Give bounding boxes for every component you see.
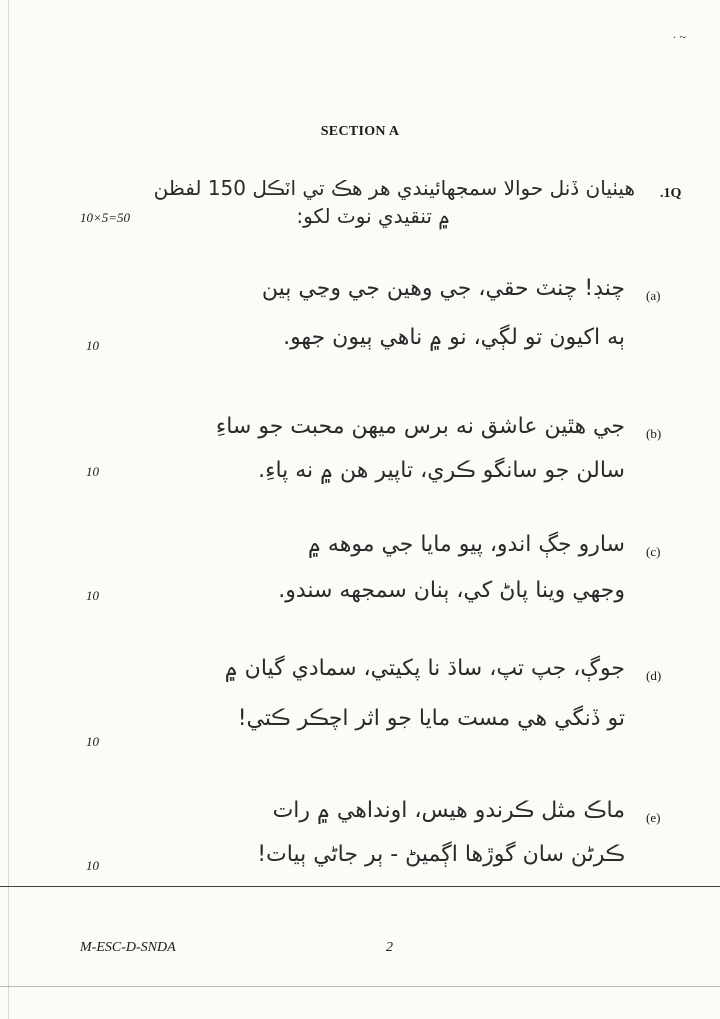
total-marks: 10×5=50: [80, 210, 131, 225]
item-a-line1: چنڊ! چنٽ حقي، جي وهين جي وڃي ٻين: [261, 276, 625, 301]
section-title: SECTION A: [320, 124, 400, 139]
item-c-line2: وجهي وينا پاڻ کي، ٻنان سمجهه سندو.: [278, 578, 625, 603]
item-e-line2: ڪرڻن سان گوڙها اڳميڻ - ٻر جاڻي ٻيات!: [257, 842, 625, 867]
footer-paper-code: M-ESC-D-SNDA: [80, 940, 176, 955]
page-edge-line: [8, 0, 9, 1019]
question-instruction-line2: ۾ تنقيدي نوٽ لکو:: [296, 204, 450, 228]
bottom-divider: [0, 986, 720, 987]
item-c-line1: سارو جڳ اندو، پيو مايا جي موهه ۾: [308, 532, 625, 557]
item-a-mark: 10: [86, 338, 99, 353]
corner-mark: · ~: [672, 30, 686, 44]
question-number: .1Q: [660, 186, 682, 201]
item-label-a: (a): [646, 288, 661, 303]
item-label-c: (c): [646, 544, 661, 559]
item-d-line1: جوڳ، جپ تپ، ساڌ نا پکيتي، سمادي گيان ۾: [224, 656, 625, 681]
item-label-e: (e): [646, 810, 661, 825]
item-label-d: (d): [646, 668, 662, 683]
item-e-line1: ماڪ مثل ڪرندو هيس، اونداهي ۾ رات: [272, 798, 625, 823]
item-b-mark: 10: [86, 464, 99, 479]
item-d-line2: تو ڏنگي هي مست مايا جو اثر اچڪر ڪتي!: [237, 706, 625, 731]
item-e-mark: 10: [86, 858, 99, 873]
item-d-mark: 10: [86, 734, 99, 749]
item-b-line1: جي هٿين عاشق نه برس ميهن محبت جو ساءِ: [215, 414, 625, 439]
item-a-line2: ٻه اکيون تو لڳي، نو ۾ ناهي ٻيون جھو.: [283, 325, 625, 350]
item-b-line2: سالن جو سانگو ڪري، تاپير هن ۾ نه پاءِ.: [258, 458, 625, 483]
item-c-mark: 10: [86, 588, 99, 603]
footer-divider: [0, 886, 720, 887]
question-instruction-line1: هيٺيان ڏنل حوالا سمجهائيندي هر هڪ تي اٽڪل 150 لفظن: [153, 176, 635, 200]
footer-page-number: 2: [386, 940, 393, 955]
item-label-b: (b): [646, 426, 662, 441]
